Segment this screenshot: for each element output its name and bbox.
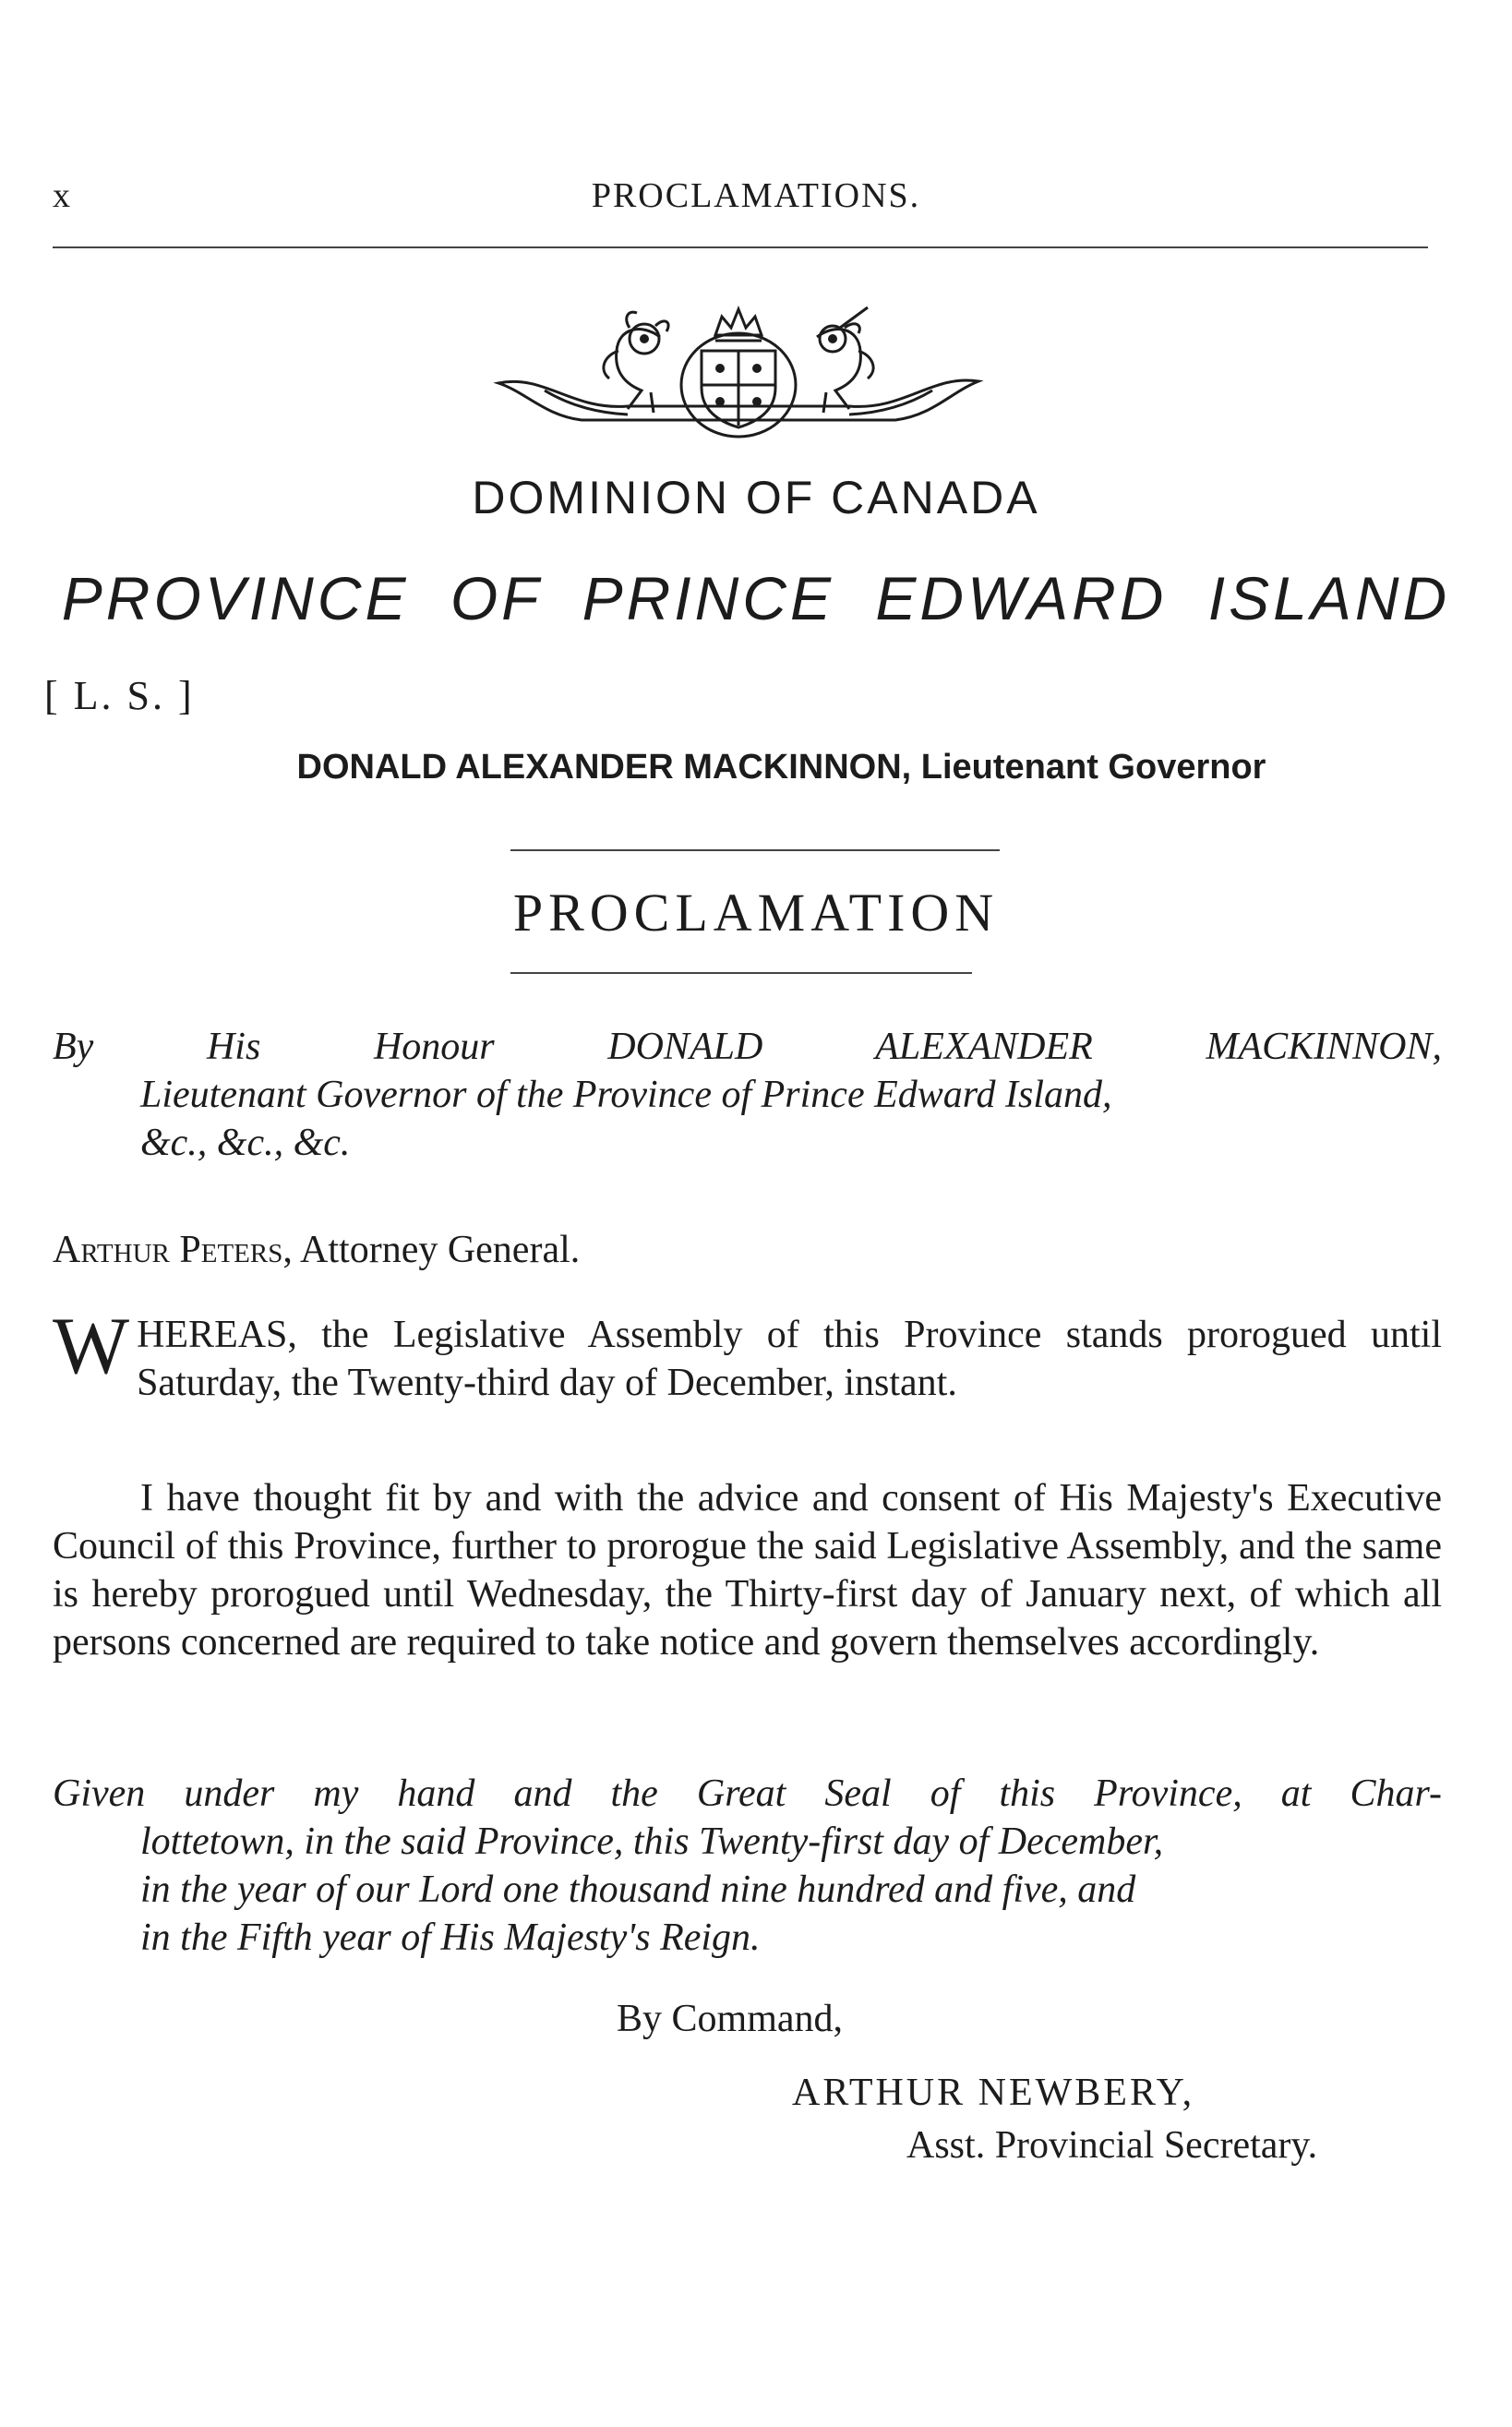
given-line-2: lottetown, in the said Province, this Twenty-first day of December,: [140, 1820, 1164, 1863]
whereas-text: HEREAS, the Legislative Assembly of this Province stands prorogued until Saturday, the Twenty-third day of December, instant.: [137, 1314, 1442, 1404]
coat-of-arms-icon: [489, 300, 988, 439]
attorney-title: , Attorney General.: [282, 1229, 581, 1271]
by-honour-line-3: &c., &c., &c.: [140, 1122, 351, 1164]
dominion-heading: DOMINION OF CANADA: [472, 472, 1040, 523]
running-head: [0, 175, 1512, 222]
seal-mark: [ L. S. ]: [44, 673, 195, 718]
whereas-paragraph: [53, 1302, 1442, 1407]
by-honour-paragraph: [53, 1023, 1442, 1167]
header-rule: [53, 246, 1428, 248]
attorney-name: Arthur Peters: [53, 1229, 283, 1271]
given-paragraph: [53, 1770, 1442, 1962]
title-rule-top: [510, 849, 1000, 851]
attorney-line: [53, 1228, 580, 1272]
drop-cap: W: [53, 1302, 130, 1391]
given-line-4: in the Fifth year of His Majesty's Reign.: [140, 1916, 761, 1959]
by-honour-line-1: By His Honour DONALD ALEXANDER MACKINNON,: [53, 1026, 1442, 1068]
by-command: By Command,: [617, 1998, 844, 2040]
by-honour-line-2: Lieutenant Governor of the Province of Prince Edward Island,: [140, 1074, 1112, 1116]
governor-line: DONALD ALEXANDER MACKINNON, Lieutenant Governor: [296, 748, 1266, 787]
province-heading: PROVINCE OF PRINCE EDWARD ISLAND: [61, 564, 1451, 632]
running-title: PROCLAMATIONS.: [591, 176, 921, 215]
page-number: x: [53, 176, 70, 215]
title-rule-bottom: [510, 972, 972, 974]
given-line-3: in the year of our Lord one thousand nine hundred and five, and: [140, 1868, 1136, 1911]
given-line-1: Given under my hand and the Great Seal of this Province, at Char-: [53, 1772, 1442, 1815]
advice-paragraph: I have thought fit by and with the advice and consent of His Majesty's Executive Council of this Province, further to prorogue the said Legislative Assembly, and the same is hereby prorogued until Wednesday, the Thirty-first day of January next, of which all persons concerned are required to take notice and govern themselves accordingly.: [53, 1477, 1442, 1664]
secretary-name: ARTHUR NEWBERY,: [792, 2072, 1195, 2114]
secretary-title: Asst. Provincial Secretary.: [906, 2124, 1318, 2167]
proclamation-title: PROCLAMATION: [512, 883, 1000, 943]
